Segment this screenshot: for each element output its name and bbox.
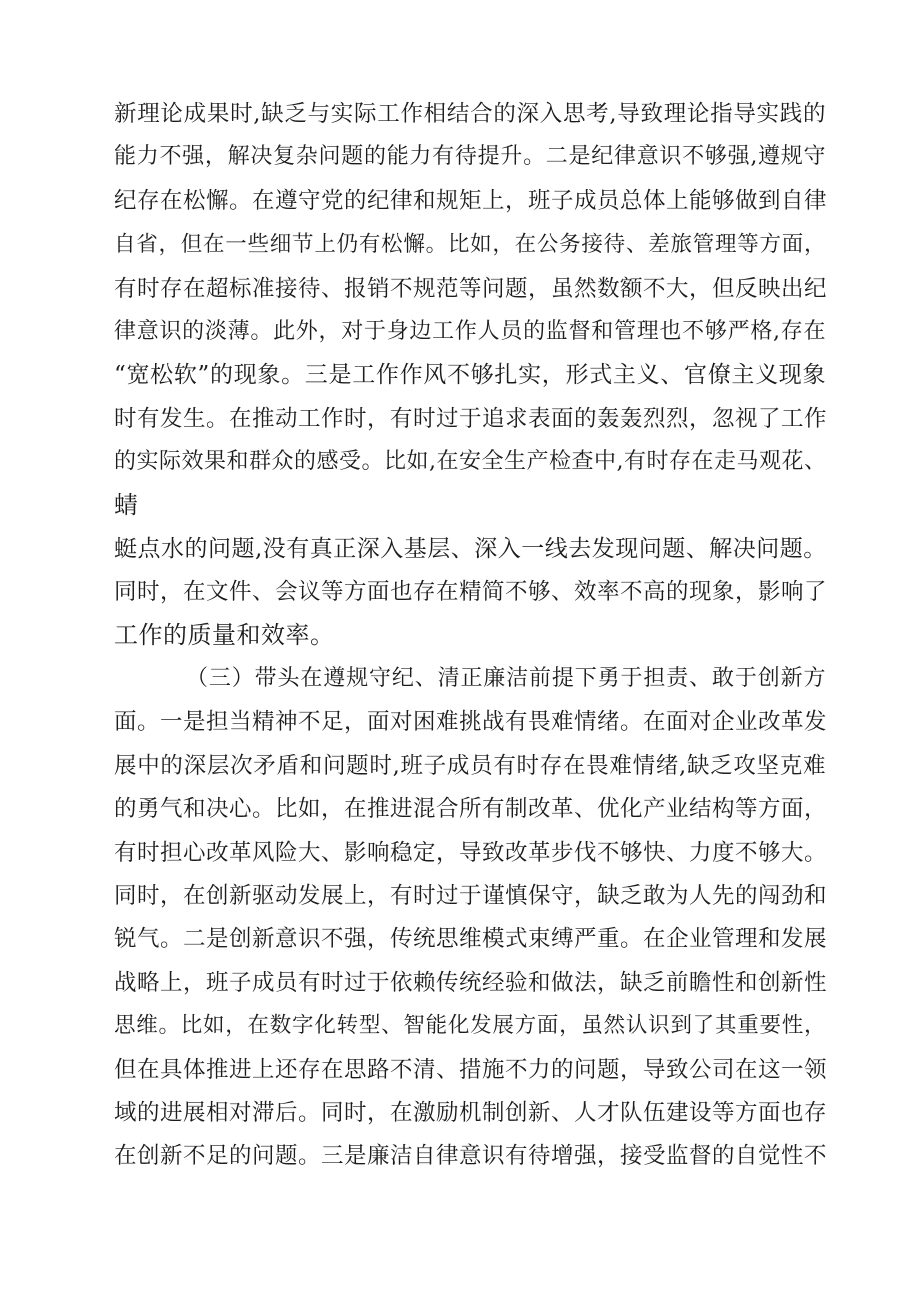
text-line-8: 时有发生。在推动工作时，有时过于追求表面的轰轰烈烈，忽视了工作	[114, 406, 828, 432]
text-line-9: 的实际效果和群众的感受。比如,在安全生产检查中,有时存在走马观花、	[114, 449, 827, 474]
section-heading-3: （三）带头在遵规守纪、清正廉洁前提下勇于担责、敢于创新方	[186, 666, 826, 691]
text-line-3: 纪存在松懈。在遵守党的纪律和规矩上，班子成员总体上能够做到自律	[114, 188, 828, 214]
text-line-16: 展中的深层次矛盾和问题时,班子成员有时存在畏难情绪,缺乏攻坚克难	[114, 753, 826, 779]
text-line-1: 新理论成果时,缺乏与实际工作相结合的深入思考,导致理论指导实践的	[114, 101, 826, 127]
text-line-20: 锐气。二是创新意识不强，传统思维模式束缚严重。在企业管理和发展	[114, 926, 828, 952]
text-line-19: 同时，在创新驱动发展上，有时过于谨慎保守，缺乏敢为人先的闯劲和	[114, 883, 828, 909]
text-line-17: 的勇气和决心。比如，在推进混合所有制改革、优化产业结构等方面，	[114, 796, 828, 822]
text-line-11: 蜓点水的问题,没有真正深入基层、深入一线去发现问题、解决问题。	[114, 536, 827, 562]
text-line-6: 律意识的淡薄。此外，对于身边工作人员的监督和管理也不够严格,存在	[114, 319, 826, 344]
text-line-5: 有时存在超标准接待、报销不规范等问题，虽然数额不大，但反映出纪	[114, 276, 828, 302]
text-line-21: 战略上，班子成员有时过于依赖传统经验和做法，缺乏前瞻性和创新性	[114, 970, 828, 996]
text-line-22: 思维。比如，在数字化转型、智能化发展方面，虽然认识到了其重要性，	[114, 1013, 826, 1038]
text-line-18: 有时担心改革风险大、影响稳定，导致改革步伐不够快、力度不够大。	[114, 840, 828, 866]
text-line-2: 能力不强，解决复杂问题的能力有待提升。二是纪律意识不够强,遵规守	[114, 144, 826, 169]
text-line-15: 面。一是担当精神不足，面对困难挑战有畏难情绪。在面对企业改革发	[114, 709, 828, 735]
text-line-4: 自省，但在一些细节上仍有松懈。比如，在公务接待、差旅管理等方面，	[114, 232, 826, 257]
text-line-12: 同时，在文件、会议等方面也存在精简不够、效率不高的现象，影响了	[114, 579, 828, 605]
text-line-10: 蜻	[114, 491, 139, 519]
text-line-24: 域的进展相对滞后。同时，在激励机制创新、人才队伍建设等方面也存	[114, 1100, 828, 1126]
text-line-23: 但在具体推进上还存在思路不清、措施不力的问题，导致公司在这一领	[114, 1057, 828, 1083]
text-line-7: “宽松软”的现象。三是工作作风不够扎实，形式主义、官僚主义现象	[114, 362, 826, 388]
text-line-13: 工作的质量和效率。	[114, 621, 335, 649]
text-line-25: 在创新不足的问题。三是廉洁自律意识有待增强，接受监督的自觉性不	[114, 1143, 828, 1169]
